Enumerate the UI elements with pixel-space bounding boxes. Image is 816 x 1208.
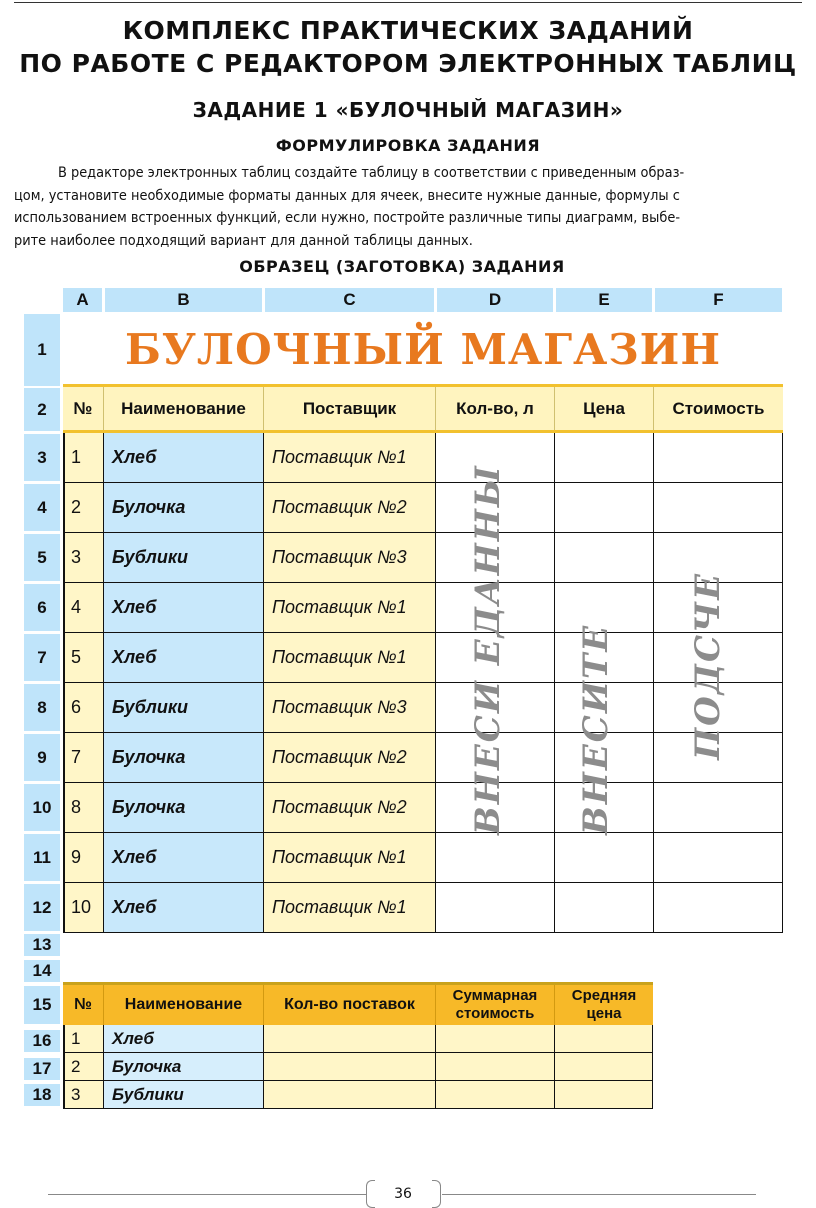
cell-name[interactable]: Бублики	[104, 533, 264, 583]
main-title	[0, 14, 816, 80]
cell-name[interactable]: Хлеб	[104, 433, 264, 483]
cell-price[interactable]	[555, 833, 654, 883]
summary-cell-avg[interactable]	[555, 1025, 653, 1053]
row-header[interactable]: 2	[24, 388, 60, 431]
cell-supplier[interactable]: Поставщик №3	[264, 683, 436, 733]
row-header[interactable]: 13	[24, 934, 60, 956]
header-cell-cost[interactable]: Стоимость	[654, 387, 783, 430]
row-header[interactable]: 1	[24, 314, 60, 386]
cell-num[interactable]: 6	[63, 683, 104, 733]
summary-cell-name[interactable]: Булочка	[104, 1053, 264, 1081]
cell-name[interactable]: Булочка	[104, 783, 264, 833]
page-number: 36	[394, 1186, 412, 1202]
cell-cost[interactable]	[654, 483, 783, 533]
cell-supplier[interactable]: Поставщик №1	[264, 583, 436, 633]
cell-supplier[interactable]: Поставщик №1	[264, 833, 436, 883]
summary-cell-name[interactable]: Хлеб	[104, 1025, 264, 1053]
cell-num[interactable]: 10	[63, 883, 104, 933]
cell-num[interactable]: 1	[63, 433, 104, 483]
cell-num[interactable]: 9	[63, 833, 104, 883]
footer-rule-left	[48, 1194, 366, 1195]
cell-name[interactable]: Хлеб	[104, 583, 264, 633]
summary-header-num[interactable]: №	[63, 985, 104, 1025]
main-title-line2: ПО РАБОТЕ С РЕДАКТОРОМ ЭЛЕКТРОННЫХ ТАБЛИЦ	[19, 49, 797, 78]
cell-supplier[interactable]: Поставщик №3	[264, 533, 436, 583]
cell-num[interactable]: 2	[63, 483, 104, 533]
cell-price[interactable]	[555, 533, 654, 583]
sample-heading: ОБРАЗЕЦ (ЗАГОТОВКА) ЗАДАНИЯ	[239, 257, 565, 276]
row-header[interactable]: 5	[24, 534, 60, 581]
cell-name[interactable]: Хлеб	[104, 883, 264, 933]
summary-header-total[interactable]: Суммарная стоимость	[436, 985, 555, 1025]
cell-cost[interactable]	[654, 833, 783, 883]
cell-supplier[interactable]: Поставщик №2	[264, 483, 436, 533]
row-header[interactable]: 12	[24, 884, 60, 931]
cell-name[interactable]: Бублики	[104, 683, 264, 733]
row-header[interactable]: 11	[24, 834, 60, 881]
header-cell-supplier[interactable]: Поставщик	[264, 387, 436, 430]
formulation-heading: ФОРМУЛИРОВКА ЗАДАНИЯ	[275, 136, 541, 155]
footer-rule-right	[442, 1194, 756, 1195]
summary-cell-avg[interactable]	[555, 1081, 653, 1109]
header-cell-num[interactable]: №	[63, 387, 104, 430]
row-header[interactable]: 10	[24, 784, 60, 831]
column-header-d[interactable]: D	[437, 288, 553, 312]
cell-supplier[interactable]: Поставщик №2	[264, 733, 436, 783]
summary-cell-name[interactable]: Бублики	[104, 1081, 264, 1109]
summary-cell-count[interactable]	[264, 1025, 436, 1053]
paragraph-line: рите наиболее подходящий вариант для данной таблицы данных.	[14, 232, 473, 249]
cell-num[interactable]: 8	[63, 783, 104, 833]
task-paragraph	[14, 162, 802, 252]
summary-header-name[interactable]: Наименование	[104, 985, 264, 1025]
header-cell-price[interactable]: Цена	[555, 387, 654, 430]
column-header-a[interactable]: A	[63, 288, 102, 312]
sheet-title[interactable]: БУЛОЧНЫЙ МАГАЗИН	[124, 324, 722, 374]
summary-cell-count[interactable]	[264, 1053, 436, 1081]
overlay-text-e: ВНЕСИТЕ	[576, 623, 616, 835]
row-header[interactable]: 7	[24, 634, 60, 681]
summary-header-count[interactable]: Кол-во поставок	[264, 985, 436, 1025]
cell-price[interactable]	[555, 483, 654, 533]
column-header-e[interactable]: E	[556, 288, 652, 312]
cell-name[interactable]: Булочка	[104, 483, 264, 533]
cell-cost[interactable]	[654, 783, 783, 833]
paragraph-line: цом, установите необходимые форматы данных для ячеек, внесите нужные данные, формулы с	[14, 187, 680, 204]
row-header[interactable]: 4	[24, 484, 60, 531]
cell-supplier[interactable]: Поставщик №1	[264, 433, 436, 483]
paragraph-line: В редакторе электронных таблиц создайте таблицу в соответствии с приведенным образ-	[58, 165, 685, 181]
row-header[interactable]: 16	[24, 1030, 60, 1052]
top-rule	[14, 2, 802, 3]
summary-cell-count[interactable]	[264, 1081, 436, 1109]
grid-left-border	[63, 433, 65, 932]
cell-price[interactable]	[555, 883, 654, 933]
summary-cell-num[interactable]: 3	[63, 1081, 104, 1109]
summary-header-avg[interactable]: Средняя цена	[555, 985, 653, 1025]
cell-num[interactable]: 5	[63, 633, 104, 683]
row-header[interactable]: 9	[24, 734, 60, 781]
summary-cell-total[interactable]	[436, 1025, 555, 1053]
row-header[interactable]: 14	[24, 960, 60, 982]
header-cell-name[interactable]: Наименование	[104, 387, 264, 430]
column-header-f[interactable]: F	[655, 288, 782, 312]
cell-supplier[interactable]: Поставщик №2	[264, 783, 436, 833]
cell-num[interactable]: 4	[63, 583, 104, 633]
cell-num[interactable]: 7	[63, 733, 104, 783]
summary-cell-total[interactable]	[436, 1081, 555, 1109]
cell-name[interactable]: Хлеб	[104, 633, 264, 683]
summary-cell-avg[interactable]	[555, 1053, 653, 1081]
cell-price[interactable]	[555, 433, 654, 483]
row-header[interactable]: 6	[24, 584, 60, 631]
row-header[interactable]: 18	[24, 1084, 60, 1106]
cell-supplier[interactable]: Поставщик №1	[264, 883, 436, 933]
cell-supplier[interactable]: Поставщик №1	[264, 633, 436, 683]
summary-cell-num[interactable]: 2	[63, 1053, 104, 1081]
cell-cost[interactable]	[654, 433, 783, 483]
main-title-line1: КОМПЛЕКС ПРАКТИЧЕСКИХ ЗАДАНИЙ	[122, 16, 694, 45]
summary-cell-num[interactable]: 1	[63, 1025, 104, 1053]
overlay-text-d: ВНЕСИ ЕДАННЫ	[468, 464, 508, 835]
cell-quantity[interactable]	[436, 833, 555, 883]
summary-cell-total[interactable]	[436, 1053, 555, 1081]
row-header[interactable]: 8	[24, 684, 60, 731]
row-header[interactable]: 15	[24, 986, 60, 1024]
row-header[interactable]: 17	[24, 1058, 60, 1080]
column-header-b[interactable]: B	[105, 288, 262, 312]
cell-name[interactable]: Булочка	[104, 733, 264, 783]
paragraph-line: использованием встроенных функций, если нужно, постройте различные типы диаграмм, выбе-	[14, 210, 680, 226]
cell-num[interactable]: 3	[63, 533, 104, 583]
cell-cost[interactable]	[654, 883, 783, 933]
cell-name[interactable]: Хлеб	[104, 833, 264, 883]
header-cell-quantity[interactable]: Кол-во, л	[436, 387, 555, 430]
row-header[interactable]: 3	[24, 434, 60, 481]
cell-quantity[interactable]	[436, 883, 555, 933]
summary-left-border	[63, 1025, 65, 1109]
overlay-text-f: ПОДСЧЕ	[688, 572, 728, 760]
column-header-c[interactable]: C	[265, 288, 434, 312]
task-title: ЗАДАНИЕ 1 «БУЛОЧНЫЙ МАГАЗИН»	[192, 98, 624, 122]
